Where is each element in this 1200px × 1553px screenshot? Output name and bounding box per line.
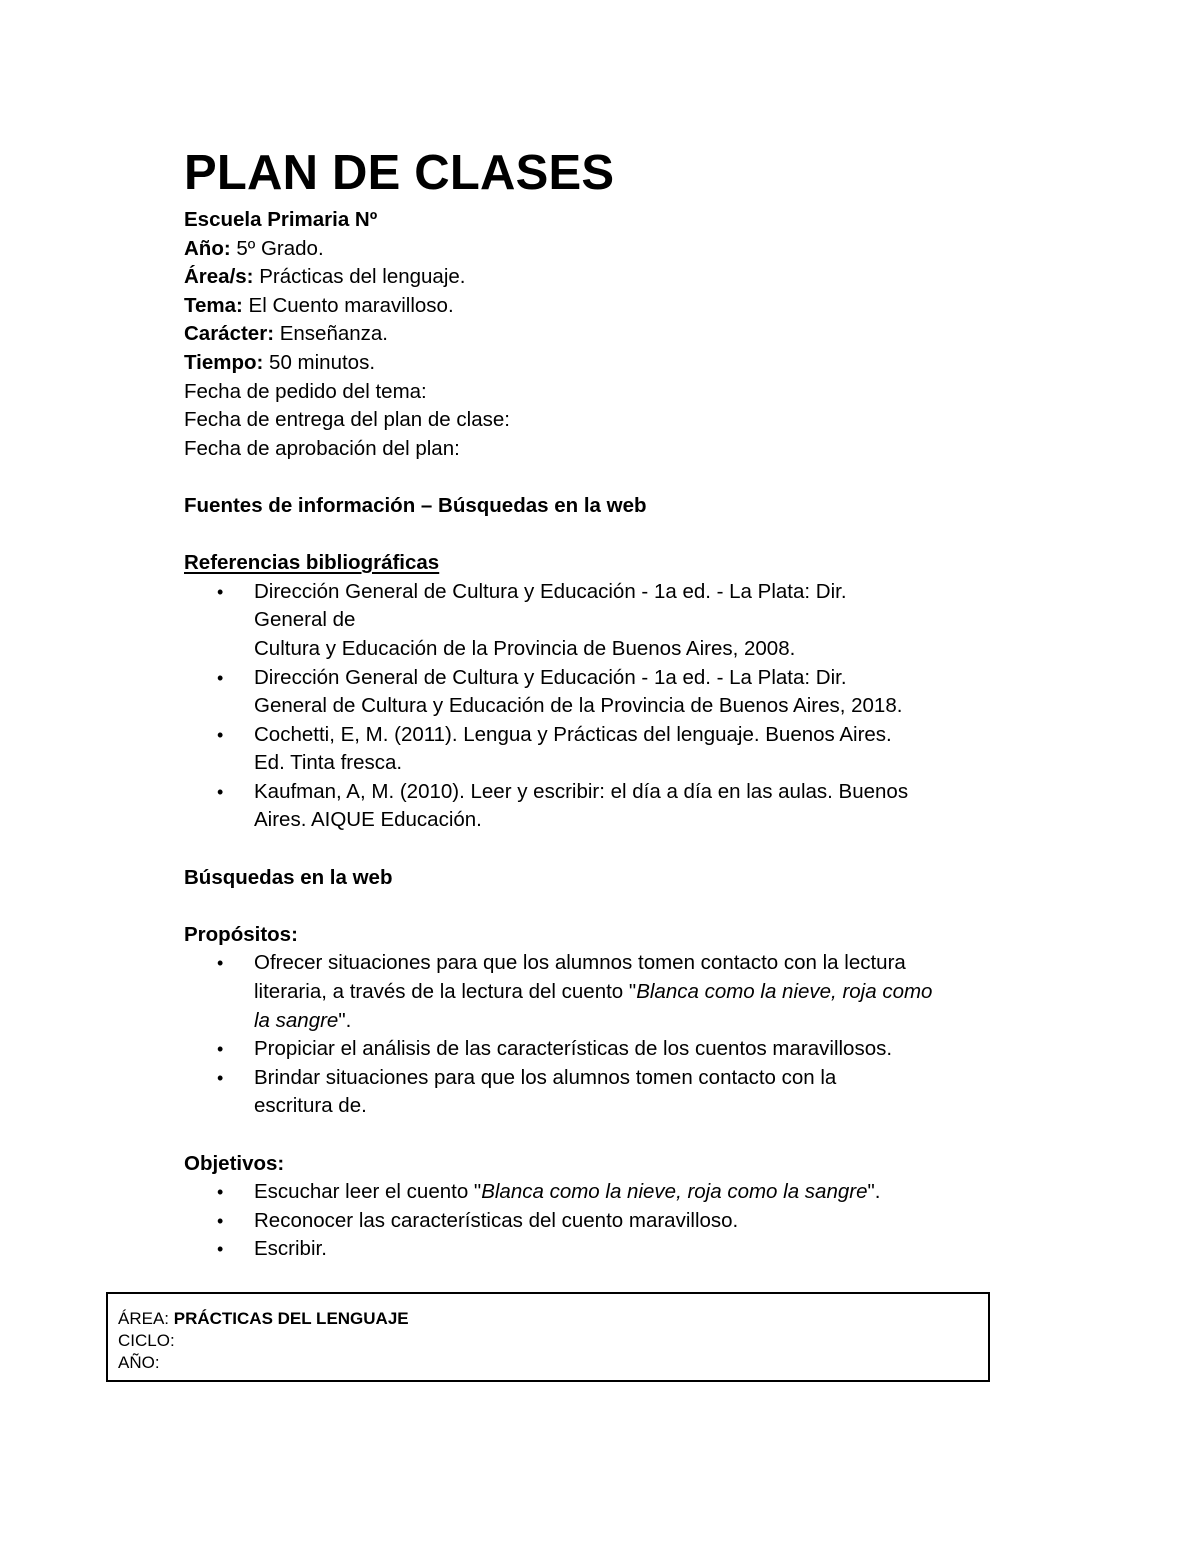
spacer	[184, 1121, 1024, 1150]
sources-heading: Fuentes de información – Búsquedas en la web	[184, 493, 647, 517]
reference-text: General de Cultura y Educación de la Provincia de Buenos Aires, 2018.	[254, 694, 903, 718]
text-run: ".	[867, 1180, 881, 1204]
date-aprobacion: Fecha de aprobación del plan:	[184, 436, 460, 460]
spacer	[184, 463, 1024, 492]
list-item	[184, 778, 1024, 835]
bullet: •	[217, 1182, 224, 1203]
box-area-value: PRÁCTICAS DEL LENGUAJE	[173, 1309, 409, 1328]
reference-text: Dirección General de Cultura y Educación - 1a ed. - La Plata: Dir.	[254, 579, 847, 603]
list-item	[184, 1207, 1024, 1236]
list-item	[184, 1235, 1024, 1264]
web-search-heading: Búsquedas en la web	[184, 865, 393, 889]
purposes-heading: Propósitos:	[184, 922, 298, 946]
spacer	[184, 892, 1024, 921]
list-item	[184, 1178, 1024, 1207]
bullet: •	[217, 724, 224, 745]
bullet: •	[217, 953, 224, 974]
field-value: 5º Grado.	[230, 236, 324, 260]
box-area-row	[118, 1308, 988, 1330]
purpose-text: Brindar situaciones para que los alumnos tomen contacto con la	[254, 1065, 837, 1089]
field-tema	[184, 292, 1024, 321]
list-item	[184, 1035, 1024, 1064]
purpose-text	[254, 1007, 1024, 1036]
reference-text: Dirección General de Cultura y Educación - 1a ed. - La Plata: Dir.	[254, 665, 847, 689]
field-label: Año:	[184, 236, 231, 260]
bullet: •	[217, 1210, 224, 1231]
field-area	[184, 263, 1024, 292]
list-item	[184, 721, 1024, 778]
references-list	[184, 578, 1024, 835]
list-item	[184, 949, 1024, 1035]
bullet: •	[217, 1239, 224, 1260]
text-run: Escuchar leer el cuento "	[254, 1180, 482, 1204]
purpose-text: Propiciar el análisis de las características de los cuentos maravillosos.	[254, 1037, 893, 1061]
school-line: Escuela Primaria Nº	[184, 208, 378, 231]
references-heading: Referencias bibliográficas	[184, 551, 440, 575]
purpose-text: escritura de.	[254, 1094, 367, 1118]
reference-text: Aires. AIQUE Educación.	[254, 808, 482, 832]
reference-text: General de	[254, 608, 356, 632]
reference-text: Ed. Tinta fresca.	[254, 751, 403, 775]
box-anio-label: AÑO:	[118, 1353, 160, 1372]
date-pedido: Fecha de pedido del tema:	[184, 379, 427, 403]
field-label: Tema:	[184, 293, 243, 317]
field-label: Carácter:	[184, 322, 275, 346]
box-area-label: ÁREA:	[118, 1309, 174, 1328]
story-title: Blanca como la nieve, roja como la sangre	[481, 1180, 868, 1204]
reference-text: Cultura y Educación de la Provincia de Buenos Aires, 2008.	[254, 636, 796, 660]
box-ciclo-label: CICLO:	[118, 1331, 175, 1350]
spacer	[184, 835, 1024, 864]
reference-text: Kaufman, A, M. (2010). Leer y escribir: el día a día en las aulas. Buenos	[254, 779, 909, 803]
field-label: Tiempo:	[184, 350, 264, 374]
purpose-text: Ofrecer situaciones para que los alumnos tomen contacto con la lectura	[254, 951, 906, 975]
text-run: ".	[338, 1008, 352, 1032]
page-title: PLAN DE CLASES	[184, 146, 615, 200]
objectives-heading: Objetivos:	[184, 1151, 285, 1175]
document-content	[184, 140, 1024, 1264]
purpose-text	[254, 978, 1024, 1007]
story-title: Blanca como la nieve, roja como	[636, 980, 933, 1004]
field-label: Área/s:	[184, 265, 254, 289]
spacer	[184, 521, 1024, 550]
field-value: 50 minutos.	[263, 350, 376, 374]
reference-text: Cochetti, E, M. (2011). Lengua y Prácticas del lenguaje. Buenos Aires.	[254, 722, 892, 746]
bullet: •	[217, 1067, 224, 1088]
list-item	[184, 578, 1024, 664]
objective-text	[254, 1178, 1024, 1207]
objectives-list	[184, 1178, 1024, 1264]
field-tiempo	[184, 349, 1024, 378]
story-title: la sangre	[254, 1008, 339, 1032]
objective-text: Escribir.	[254, 1237, 327, 1261]
list-item	[184, 664, 1024, 721]
list-item	[184, 1064, 1024, 1121]
date-entrega: Fecha de entrega del plan de clase:	[184, 408, 510, 432]
bullet: •	[217, 581, 224, 602]
field-caracter	[184, 320, 1024, 349]
field-value: Enseñanza.	[274, 322, 389, 346]
field-value: El Cuento maravilloso.	[242, 293, 454, 317]
field-anio	[184, 235, 1024, 264]
text-run: literaria, a través de la lectura del cuento "	[254, 980, 637, 1004]
area-info-box	[106, 1292, 990, 1382]
bullet: •	[217, 667, 224, 688]
field-value: Prácticas del lenguaje.	[253, 265, 466, 289]
purposes-list	[184, 949, 1024, 1121]
bullet: •	[217, 1039, 224, 1060]
bullet: •	[217, 781, 224, 802]
objective-text: Reconocer las características del cuento maravilloso.	[254, 1208, 739, 1232]
